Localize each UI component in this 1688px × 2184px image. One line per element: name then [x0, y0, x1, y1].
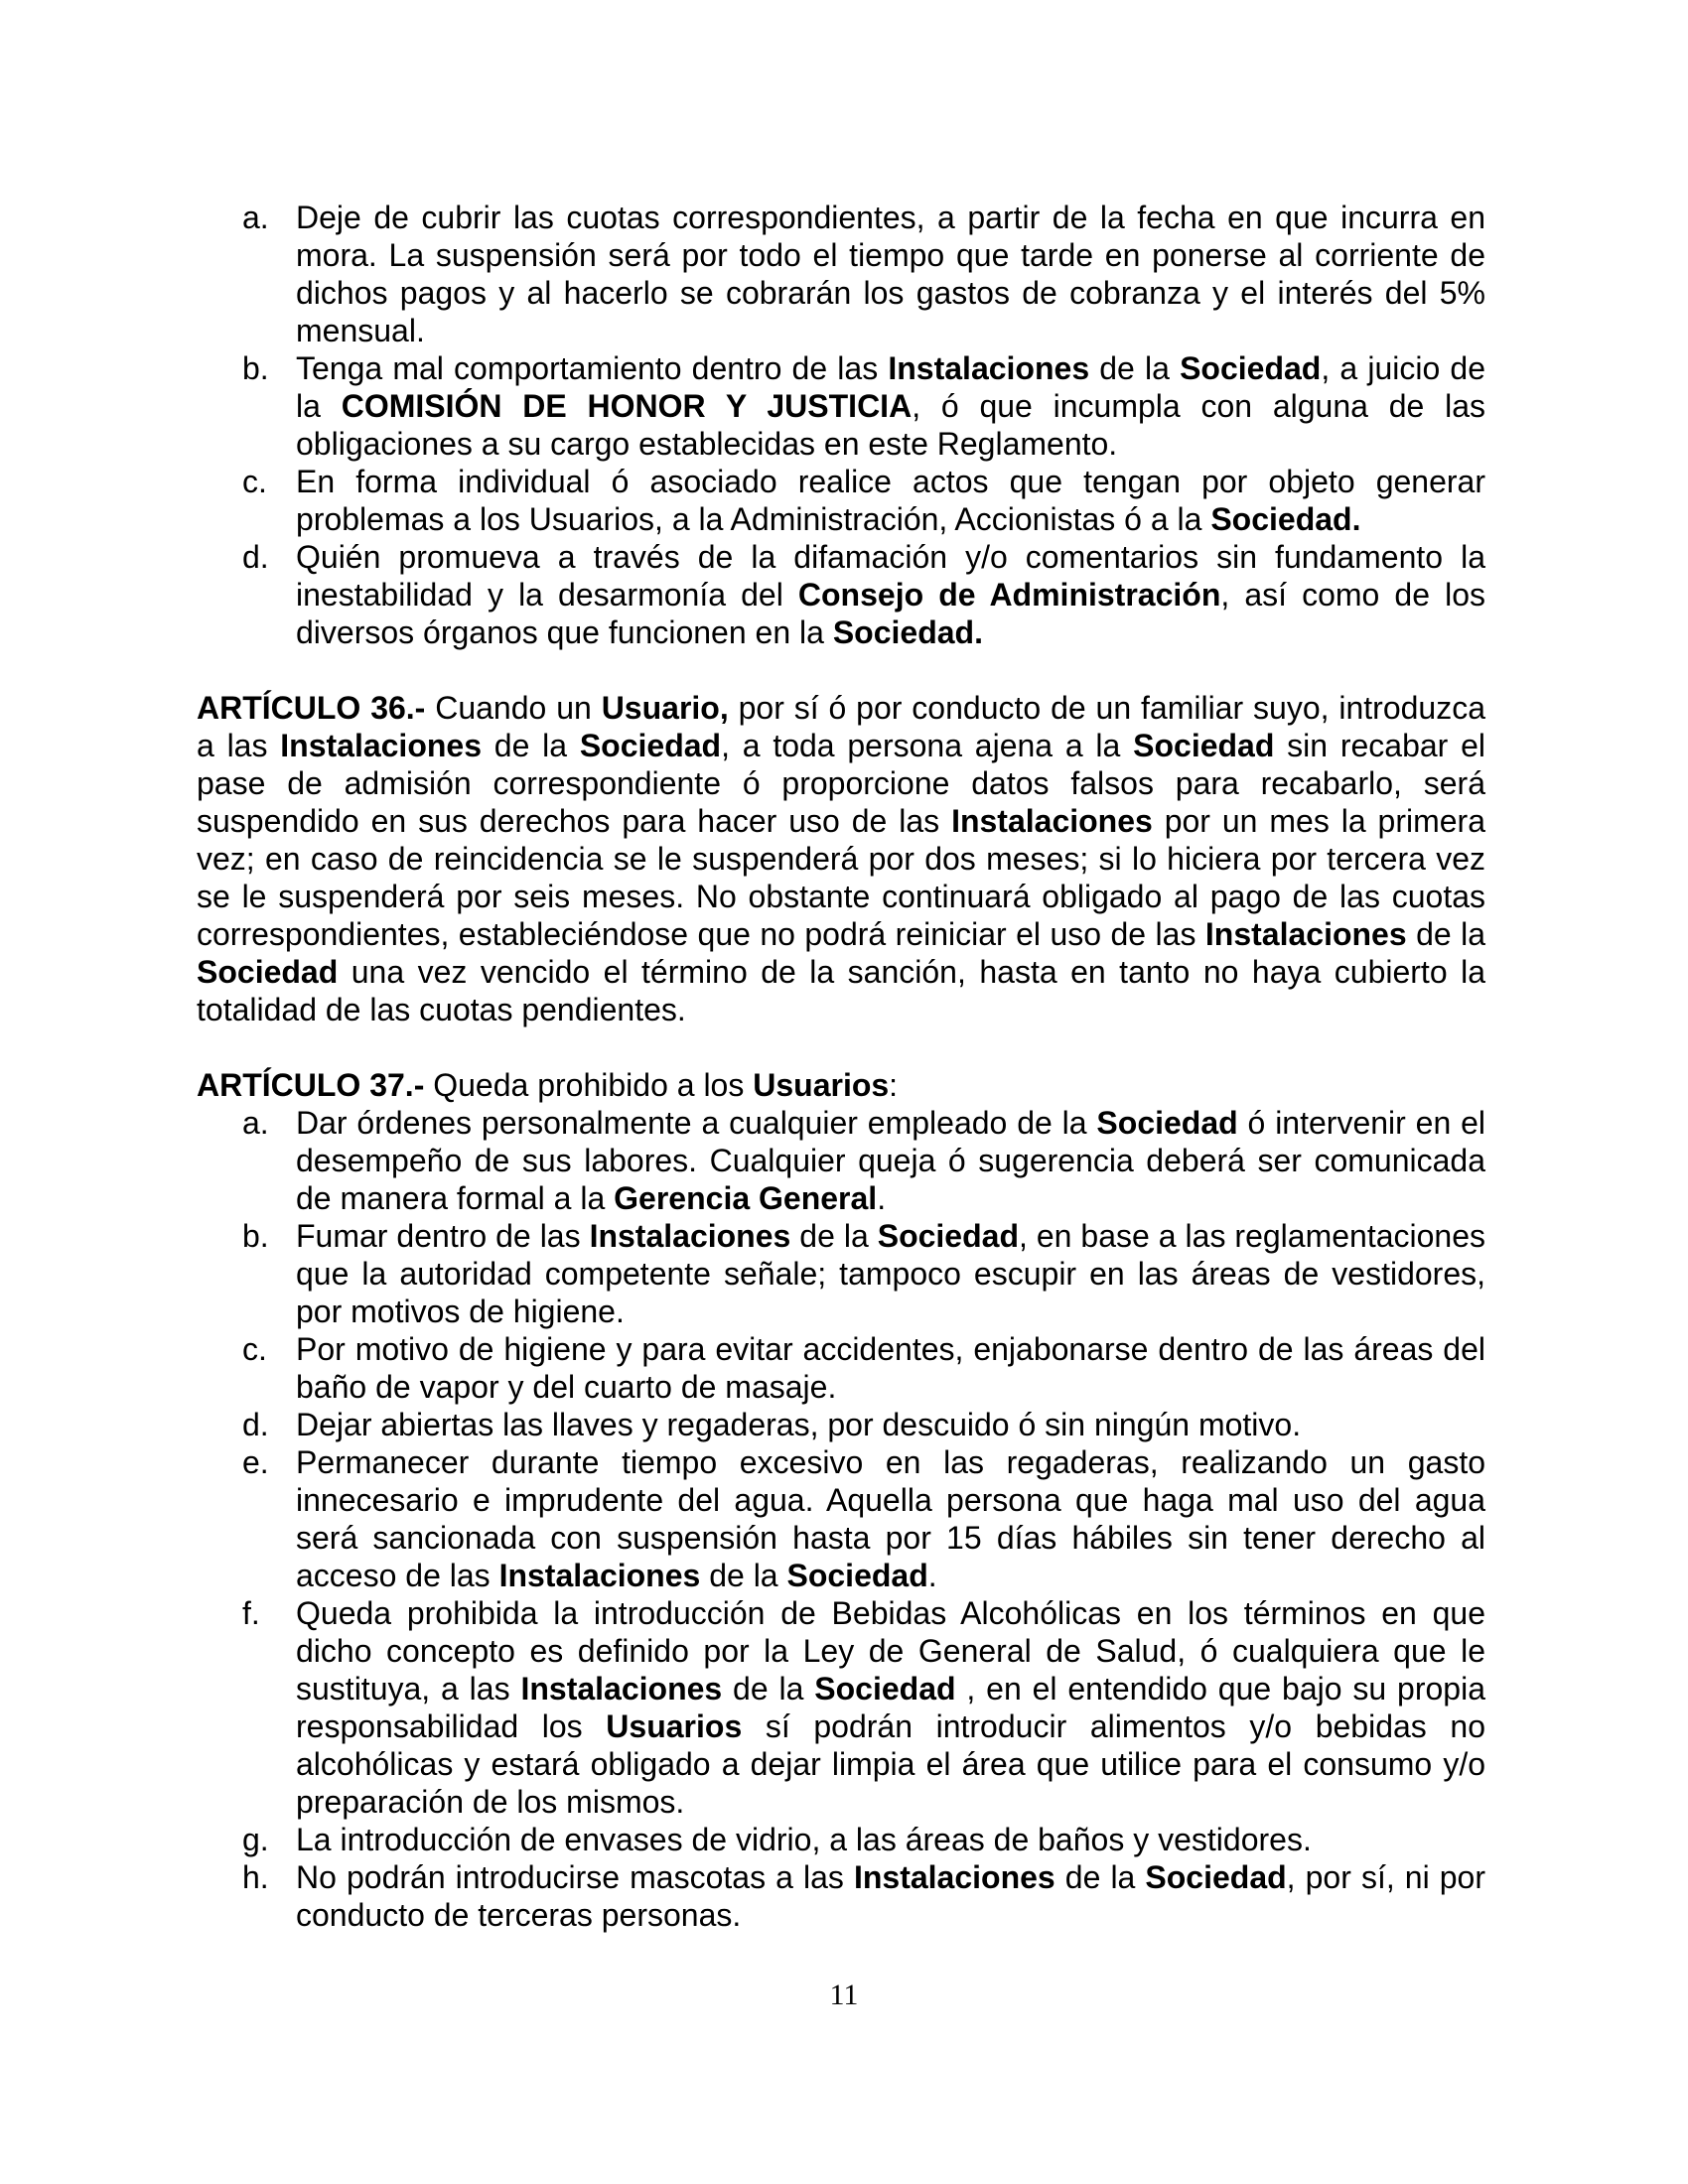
list-marker: d. — [242, 1407, 269, 1442]
bold-text-run: Consejo de Administración — [797, 577, 1221, 613]
bold-text-run: Sociedad — [877, 1218, 1019, 1254]
bold-text-run: Instalaciones — [951, 803, 1153, 839]
text-run: . — [877, 1180, 887, 1216]
bold-text-run: Instalaciones — [589, 1218, 791, 1254]
list-item — [242, 1443, 1485, 1594]
bold-text-run: Instalaciones — [853, 1859, 1055, 1895]
text-run: Por motivo de higiene y para evitar accidentes, enjabonarse dentro de las áreas del baño de vapor y del cuarto de masaje. — [296, 1331, 1485, 1405]
bold-text-run: Sociedad — [197, 954, 339, 990]
list-marker: c. — [242, 464, 267, 499]
list-item — [242, 349, 1486, 463]
bold-text-run: Sociedad — [1133, 728, 1275, 763]
bold-text-run: Gerencia General — [614, 1180, 878, 1216]
bold-text-run: ARTÍCULO 37.- — [197, 1067, 425, 1103]
bold-text-run: Sociedad. — [1210, 501, 1361, 537]
bold-text-run: Usuarios — [753, 1067, 890, 1103]
text-run: de la — [722, 1671, 815, 1706]
bold-text-run: Instalaciones — [280, 728, 482, 763]
list-item — [242, 1406, 1485, 1443]
text-run: , en base a las reglamentaciones que la autoridad competente señale; tampoco escupir en las áreas de vestidores, por motivos de higiene. — [296, 1218, 1485, 1329]
bold-text-run: Instalaciones — [498, 1558, 701, 1593]
text-run: , a juicio de la — [296, 350, 1486, 424]
bold-text-run: Sociedad — [814, 1671, 956, 1706]
bold-text-run: Usuario, — [601, 690, 729, 726]
article-37-heading — [197, 1066, 1485, 1104]
article-37 — [197, 1066, 1485, 1934]
list-item — [242, 1217, 1485, 1330]
text-run: , por sí, ni por conducto de terceras personas. — [296, 1859, 1485, 1933]
text-run: Queda prohibida la introducción de Bebidas Alcohólicas en los términos en que dicho concepto es definido por la Ley de General de Salud, ó cualquiera que le sustituya, a las — [296, 1595, 1485, 1706]
list-marker: h. — [242, 1859, 269, 1895]
text-run: sin recabar el pase de admisión correspondiente ó proporcione datos falsos para recabarlo, será suspendido en sus derechos para hacer uso de las — [197, 728, 1486, 839]
text-run: Tenga mal comportamiento dentro de las — [296, 350, 889, 386]
list-item — [242, 1104, 1486, 1217]
text-run: , así como de los diversos órganos que funcionen en la — [296, 577, 1485, 650]
bold-text-run: Sociedad — [786, 1558, 928, 1593]
text-run: Dar órdenes personalmente a cualquier empleado de la — [296, 1105, 1097, 1141]
bold-text-run: Sociedad — [579, 728, 722, 763]
list-marker: g. — [242, 1822, 269, 1857]
list-item — [242, 463, 1485, 538]
list-item — [242, 538, 1485, 651]
text-run: de la — [1055, 1859, 1146, 1895]
text-run: una vez vencido el término de la sanción, hasta en tanto no haya cubierto la totalidad de las cuotas pendientes. — [197, 954, 1485, 1027]
list-item — [242, 1821, 1485, 1858]
text-run: por sí ó por conducto de un familiar suyo, introduzca a las — [197, 690, 1486, 763]
bold-text-run: Sociedad — [1096, 1105, 1238, 1141]
text-run: Cuando un — [425, 690, 602, 726]
suspension-causes-list — [197, 199, 1485, 651]
bold-text-run: Instalaciones — [888, 350, 1090, 386]
text-run: Queda prohibido a los — [424, 1067, 754, 1103]
list-item — [242, 1594, 1486, 1821]
text-run: Dejar abiertas las llaves y regaderas, por descuido ó sin ningún motivo. — [296, 1407, 1302, 1442]
list-marker: b. — [242, 350, 269, 386]
bold-text-run: Usuarios — [606, 1708, 743, 1744]
text-run: Permanecer durante tiempo excesivo en las regaderas, realizando un gasto innecesario e imprudente del agua. Aquella persona que haga mal uso del agua será sancionada con suspensión hasta por 15 días hábiles sin tener derecho al acceso de las — [296, 1444, 1485, 1593]
text-run: de la — [700, 1558, 787, 1593]
text-run: : — [889, 1067, 899, 1103]
text-run: La introducción de envases de vidrio, a las áreas de baños y vestidores. — [296, 1822, 1312, 1857]
list-marker: e. — [242, 1444, 269, 1480]
list-marker: c. — [242, 1331, 267, 1367]
text-run: de la — [790, 1218, 878, 1254]
list-marker: a. — [242, 200, 269, 235]
text-run: de la — [1406, 916, 1486, 952]
text-run: de la — [1089, 350, 1181, 386]
article-36-paragraph — [197, 689, 1485, 1028]
bold-text-run: COMISIÓN DE HONOR Y JUSTICIA — [341, 388, 913, 424]
bold-text-run: Sociedad — [1145, 1859, 1287, 1895]
text-run: En forma individual ó asociado realice actos que tengan por objeto generar problemas a los Usuarios, a la Administración, Accionistas ó a la — [296, 464, 1485, 537]
text-run: Deje de cubrir las cuotas correspondientes, a partir de la fecha en que incurra en mora. La suspensión será por todo el tiempo que tarde en ponerse al corriente de dichos pagos y al hacerlo se cobrarán los gastos de cobranza y el interés del 5% mensual. — [296, 200, 1485, 348]
text-run: . — [927, 1558, 937, 1593]
list-marker: d. — [242, 539, 269, 575]
text-run: por un mes la primera vez; en caso de reincidencia se le suspenderá por dos meses; si lo hiciera por tercera vez se le suspenderá por seis meses. No obstante continuará obligado al pago de las cuotas correspondientes, estableciéndose que no podrá reiniciar el uso de las — [197, 803, 1486, 952]
text-run: Fumar dentro de las — [296, 1218, 590, 1254]
text-run: ó intervenir en el desempeño de sus labores. Cualquier queja ó sugerencia deberá ser comunicada de manera formal a la — [296, 1105, 1486, 1216]
bold-text-run: ARTÍCULO 36.- — [197, 690, 426, 726]
list-marker: a. — [242, 1105, 269, 1141]
page-number: 11 — [829, 1979, 859, 2011]
prohibitions-list — [197, 1104, 1485, 1934]
bold-text-run: Sociedad. — [832, 614, 983, 650]
text-run: , en el entendido que bajo su propia responsabilidad los — [296, 1671, 1486, 1744]
bold-text-run: Instalaciones — [1204, 916, 1407, 952]
list-marker: f. — [242, 1595, 260, 1631]
bold-text-run: Instalaciones — [520, 1671, 723, 1706]
text-run: No podrán introducirse mascotas a las — [296, 1859, 854, 1895]
list-marker: b. — [242, 1218, 269, 1254]
bold-text-run: Sociedad — [1180, 350, 1322, 386]
list-item — [242, 199, 1485, 349]
text-run: de la — [482, 728, 580, 763]
text-run: , a toda persona ajena a la — [721, 728, 1134, 763]
list-item — [242, 1330, 1485, 1406]
text-run: Quién promueva a través de la difamación y/o comentarios sin fundamento la inestabilidad y la desarmonía del — [296, 539, 1485, 613]
text-run: sí podrán introducir alimentos y/o bebidas no alcohólicas y estará obligado a dejar limpia el área que utilice para el consumo y/o preparación de los mismos. — [296, 1708, 1486, 1820]
text-run: , ó que incumpla con alguna de las obligaciones a su cargo establecidas en este Reglamento. — [296, 388, 1486, 462]
list-item — [242, 1858, 1485, 1934]
page-content — [197, 199, 1485, 1934]
